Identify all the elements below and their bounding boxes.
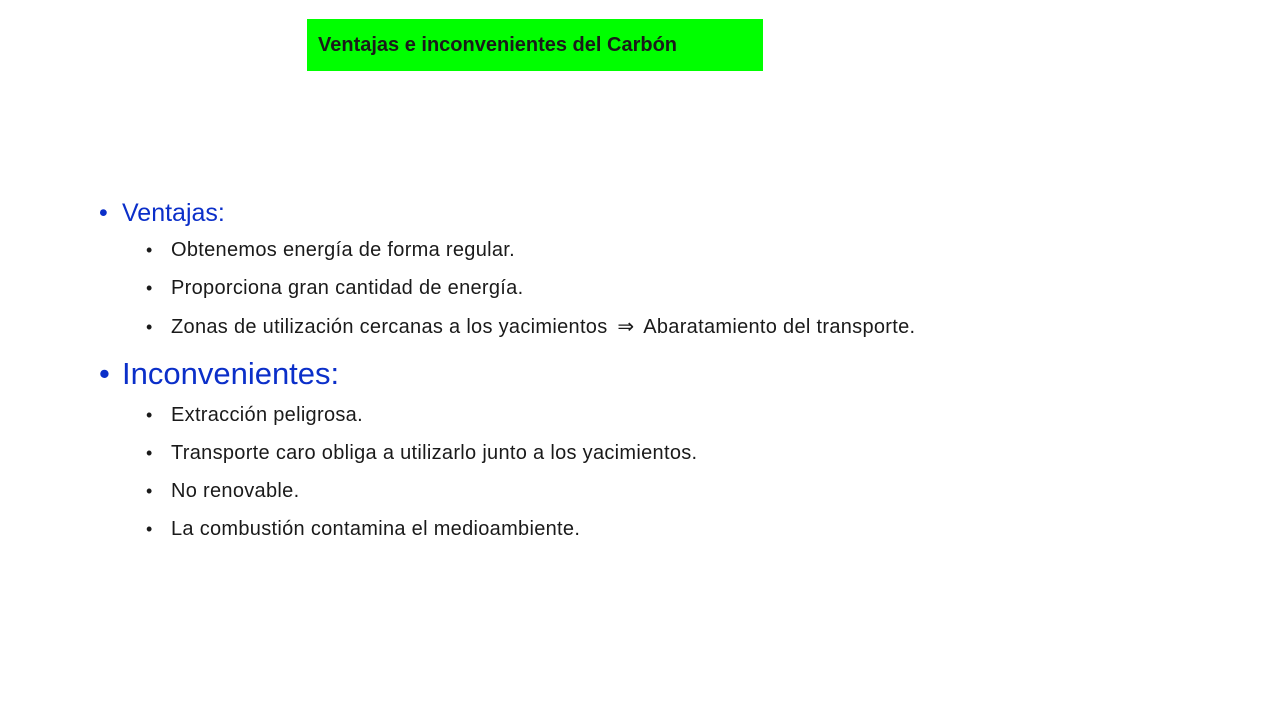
implies-arrow-icon: ⇒ xyxy=(617,314,635,338)
bullet-icon: • xyxy=(146,317,153,337)
inconvenientes-list xyxy=(99,396,1240,548)
section-heading-inconvenientes xyxy=(99,352,1240,396)
list-item-text: Proporciona gran cantidad de energía. xyxy=(171,277,524,299)
section-heading-text: Inconvenientes: xyxy=(122,356,340,391)
bullet-icon: • xyxy=(146,481,153,501)
bullet-icon: • xyxy=(146,278,153,298)
list-item xyxy=(146,307,1240,346)
list-item-text-before: Zonas de utilización cercanas a los yacimientos xyxy=(171,316,608,338)
slide-title-text: Ventajas e inconvenientes del Carbón xyxy=(318,33,678,56)
bullet-icon: • xyxy=(99,356,110,391)
list-item xyxy=(146,269,1240,307)
list-item xyxy=(146,434,1240,472)
bullet-icon: • xyxy=(99,199,108,227)
section-heading-ventajas xyxy=(99,195,1240,231)
list-item-text: La combustión contamina el medioambiente. xyxy=(171,518,581,540)
list-item xyxy=(146,510,1240,548)
list-item-text-after: Abaratamiento del transporte. xyxy=(643,316,916,338)
slide-content xyxy=(99,195,1240,548)
section-inconvenientes xyxy=(99,352,1240,548)
list-item-text xyxy=(171,307,915,346)
list-item-text: Transporte caro obliga a utilizarlo junto a los yacimientos. xyxy=(171,442,698,464)
bullet-icon: • xyxy=(146,240,153,260)
list-item-text: No renovable. xyxy=(171,480,300,502)
list-item-text: Extracción peligrosa. xyxy=(171,404,363,426)
list-item xyxy=(146,396,1240,434)
bullet-icon: • xyxy=(146,443,153,463)
section-ventajas xyxy=(99,195,1240,346)
list-item-text: Obtenemos energía de forma regular. xyxy=(171,239,516,261)
bullet-icon: • xyxy=(146,519,153,539)
bullet-icon: • xyxy=(146,405,153,425)
ventajas-list xyxy=(99,231,1240,346)
section-heading-text: Ventajas: xyxy=(122,199,225,227)
slide-title xyxy=(307,19,763,71)
list-item xyxy=(146,231,1240,269)
list-item xyxy=(146,472,1240,510)
